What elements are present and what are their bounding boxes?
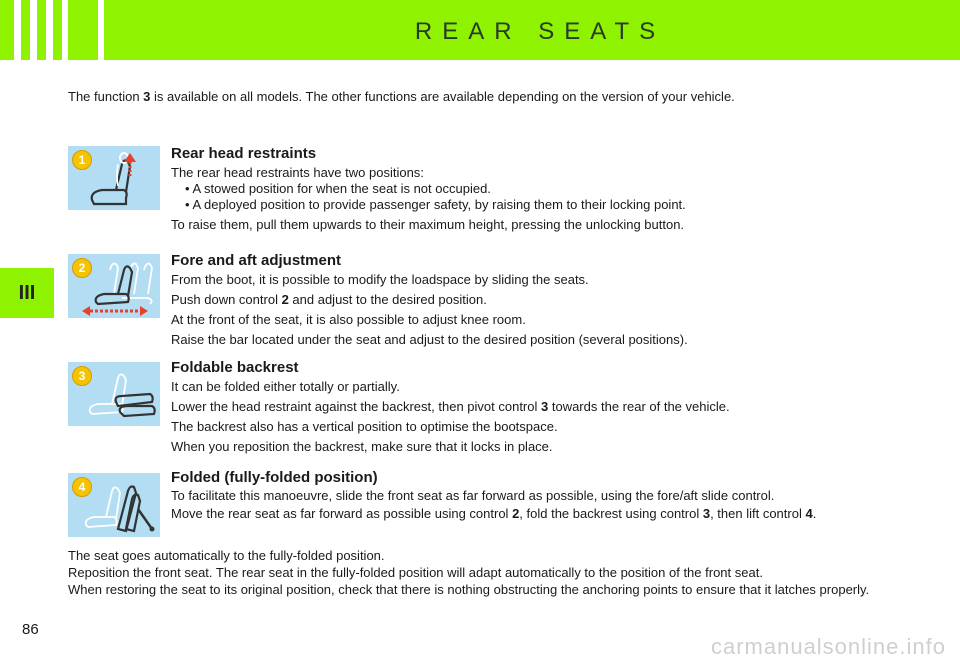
rear-head-restraint-illustration bbox=[68, 146, 160, 210]
section-title: Fore and aft adjustment bbox=[171, 252, 342, 269]
badge-3: 3 bbox=[72, 366, 92, 386]
intro-text: The function 3 is available on all models. The other functions are available depending on the version of your vehicle. bbox=[68, 89, 735, 104]
page-title: REAR SEATS bbox=[414, 18, 666, 45]
badge-2: 2 bbox=[72, 258, 92, 278]
section-title: Folded (fully-folded position) bbox=[171, 469, 378, 486]
footer-text: The seat goes automatically to the fully-folded position. Reposition the front seat. The rear seat in the fully-folded position will adapt automatically to the position of the front seat. When restoring the seat to its original position, check that there is nothing obstructing the anchoring points to ensure that it latches properly. bbox=[68, 548, 870, 597]
section-rear-head-restraints: Rear head restraints The rear head restraints have two positions: • A stowed position for when the seat is not occupied. • A deployed position to provide passenger safety, by raising them to their locking point. To raise them, pull them upwards to their maximum height, pressing the unlocking button. bbox=[171, 146, 891, 237]
chapter-tab: III bbox=[0, 268, 54, 318]
fore-aft-adjustment-illustration bbox=[68, 254, 160, 318]
foldable-backrest-illustration bbox=[68, 362, 160, 426]
section-title: Rear head restraints bbox=[171, 145, 317, 162]
section-folded-position: Folded (fully-folded position) To facilitate this manoeuvre, slide the front seat as far forward as possible, using the fore/aft slide control. Move the rear seat as far forward as possible using control 2, fold the backrest using control 3, then lift control 4. bbox=[171, 470, 889, 525]
section-title: Foldable backrest bbox=[171, 359, 299, 376]
watermark: carmanualsonline.info bbox=[710, 634, 946, 659]
badge-4: 4 bbox=[72, 477, 92, 497]
folded-seat-illustration bbox=[68, 473, 160, 537]
page-number: 86 bbox=[22, 621, 39, 638]
badge-1: 1 bbox=[72, 150, 92, 170]
section-fore-aft-adjustment: Fore and aft adjustment From the boot, it is possible to modify the loadspace by sliding the seats. Push down control 2 and adjust to the desired position. At the front of the seat, it is also possible to adjust knee room. Raise the bar located under the seat and adjust to the desired position (several positions). bbox=[171, 253, 891, 352]
section-foldable-backrest: Foldable backrest It can be folded either totally or partially. Lower the head restraint against the backrest, then pivot control 3 towards the rear of the vehicle. The backrest also has a vertical position to optimise the bootspace. When you reposition the backrest, make sure that it locks in place. bbox=[171, 360, 891, 459]
header-banner bbox=[0, 0, 960, 60]
